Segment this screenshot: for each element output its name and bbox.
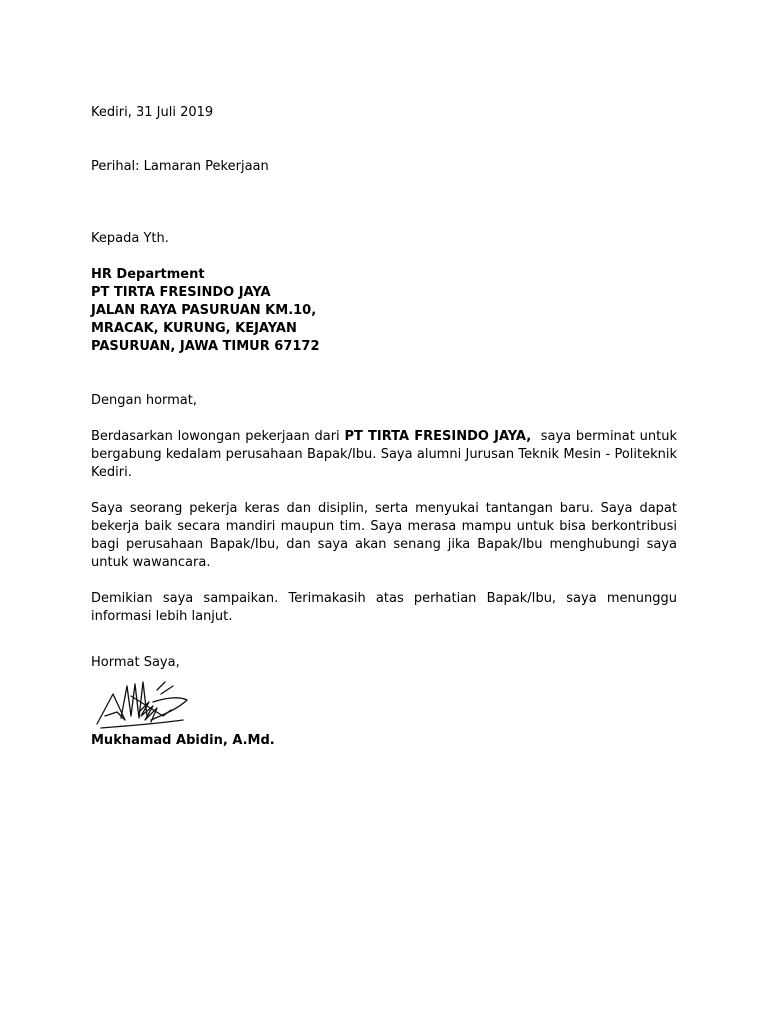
greeting: Dengan hormat, — [91, 393, 198, 408]
letter-date: Kediri, 31 Juli 2019 — [91, 105, 214, 120]
paragraph-intro — [91, 428, 682, 482]
application-letter — [91, 104, 682, 750]
letter-subject: Perihal: Lamaran Pekerjaan — [91, 159, 269, 174]
paragraph-intro-after: saya berminat untuk bergabung kedalam perusahaan Bapak/Ibu. Saya alumni Jurusan Teknik Mesin - Politeknik Kediri. — [91, 429, 682, 480]
recipient-address — [91, 266, 677, 356]
recipient-street: JALAN RAYA PASURUAN KM.10, — [91, 303, 317, 318]
paragraph-qualities: Saya seorang pekerja keras dan disiplin, serta menyukai tantangan baru. Saya dapat bekerja baik secara mandiri maupun tim. Saya merasa mampu untuk bisa berkontribusi bagi perusahaan Bapak/Ibu, dan saya akan senang jika Bapak/Ibu menghubungi saya untuk wawancara. — [91, 501, 677, 570]
recipient-district: MRACAK, KURUNG, KEJAYAN — [91, 321, 297, 336]
salutation-to: Kepada Yth. — [91, 231, 169, 246]
recipient-company: PT TIRTA FRESINDO JAYA — [91, 285, 271, 300]
paragraph-intro-company: PT TIRTA FRESINDO JAYA, — [344, 429, 532, 444]
closing: Hormat Saya, — [91, 655, 180, 670]
paragraph-closing: Demikian saya sampaikan. Terimakasih atas perhatian Bapak/Ibu, saya menunggu informasi lebih lanjut. — [91, 591, 677, 624]
recipient-department: HR Department — [91, 267, 205, 282]
signatory-name: Mukhamad Abidin, A.Md. — [91, 733, 275, 748]
paragraph-intro-before: Berdasarkan lowongan pekerjaan dari — [91, 429, 345, 444]
signature-icon — [95, 672, 191, 732]
recipient-city: PASURUAN, JAWA TIMUR 67172 — [91, 339, 320, 354]
